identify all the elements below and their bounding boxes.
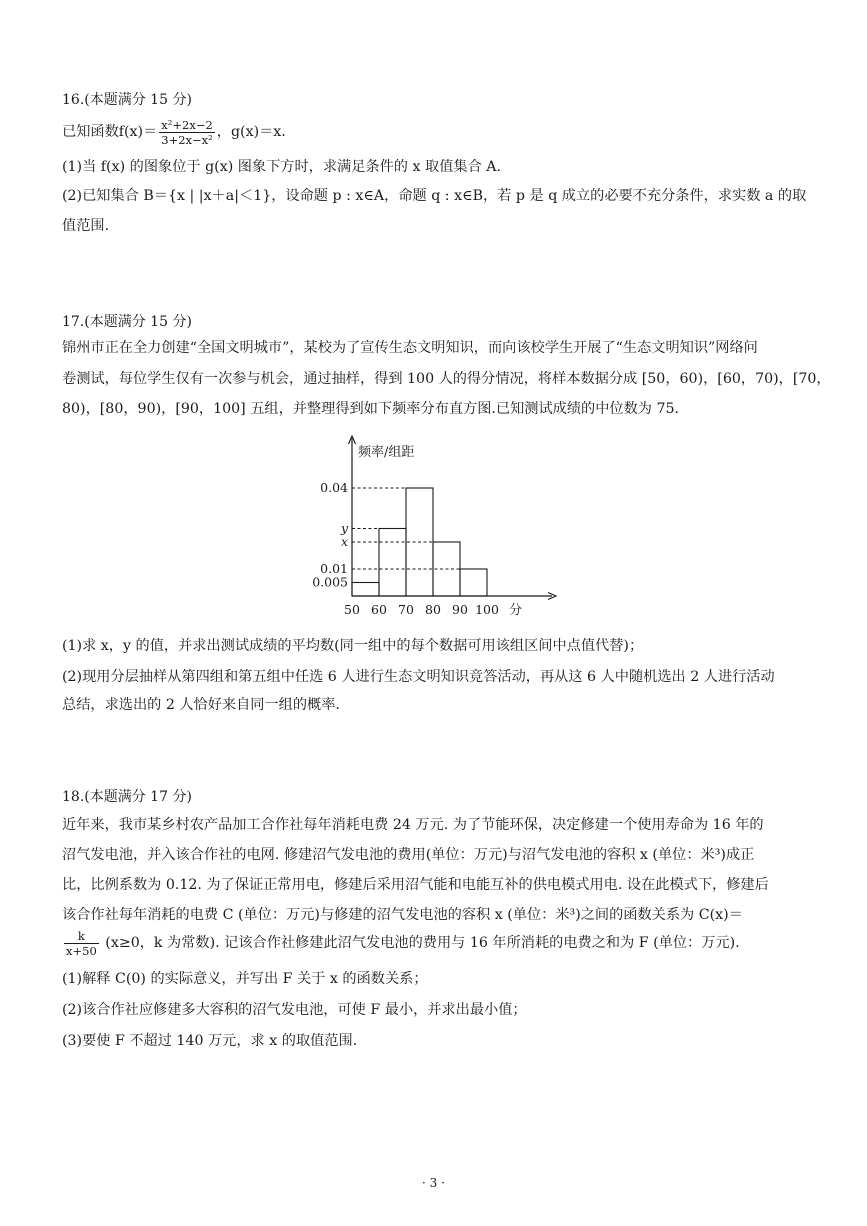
- bar-1: [379, 529, 406, 597]
- q18-line5: [62, 928, 810, 958]
- q18-line1: 近年来，我市某乡村农产品加工合作社每年消耗电费 24 万元. 为了节能环保，决定修建一个使用寿命为 16 年的: [62, 817, 764, 833]
- q18-part3: (3)要使 F 不超过 140 万元，求 x 的取值范围.: [62, 1033, 358, 1049]
- q18-c-numerator: k: [64, 929, 99, 944]
- q16-stem: [62, 117, 810, 147]
- frequency-histogram: [300, 432, 570, 624]
- q18-line4: 该合作社每年消耗的电费 C (单位：万元)与修建的沼气发电池的容积 x (单位：米³)之间的函数关系为 C(x)＝: [62, 907, 743, 923]
- q16-header: 16.(本题满分 15 分): [62, 92, 192, 108]
- y-tick-label-4: 0.005: [312, 574, 348, 590]
- q16-f-denominator: 3+2x−x²: [161, 132, 213, 147]
- q16-part1: (1)当 f(x) 的图象位于 g(x) 图象下方时，求满足条件的 x 取值集合 A.: [62, 159, 502, 175]
- q18-line3: 比，比例系数为 0.12. 为了保证正常用电，修建后采用沼气能和电能互补的供电模式用电. 设在此模式下，修建后: [62, 877, 769, 893]
- y-axis-label: 频率/组距: [358, 445, 415, 460]
- x-tick-label-3: 80: [425, 602, 441, 617]
- q17-part2-line2: 总结，求选出的 2 人恰好来自同一组的概率.: [62, 697, 340, 713]
- q18-header: 18.(本题满分 17 分): [62, 789, 192, 805]
- q17-header: 17.(本题满分 15 分): [62, 314, 192, 330]
- q18-line5-text: (x≥0，k 为常数). 记该合作社修建此沼气发电池的费用与 16 年所消耗的电费之和为 F (单位：万元).: [105, 935, 740, 951]
- q18-line2: 沼气发电池，并入该合作社的电网. 修建沼气发电池的费用(单位：万元)与沼气发电池的容积 x (单位：米³)成正: [62, 847, 755, 863]
- page-number: · 3 ·: [422, 1176, 445, 1190]
- y-tick-label-2: x: [340, 534, 348, 549]
- bar-4: [460, 569, 487, 596]
- y-tick-label-0: 0.04: [320, 480, 348, 495]
- q17-part2-line1: (2)现用分层抽样从第四组和第五组中任选 6 人进行生态文明知识竞答活动，再从这 6 人中随机选出 2 人进行活动: [62, 669, 775, 685]
- q16-f-label: f(x)＝: [118, 124, 158, 140]
- x-tick-label-4: 90: [452, 602, 468, 617]
- bar-0: [352, 583, 379, 597]
- q16-part2-line1: (2)已知集合 B＝{x | |x＋a|＜1}，设命题 p : x∈A，命题 q : x∈B，若 p 是 q 成立的必要不充分条件，求实数 a 的取: [62, 188, 807, 204]
- q16-f-fraction: [159, 118, 215, 147]
- x-tick-label-0: 50: [344, 602, 360, 617]
- q16-stem-prefix: 已知函数: [62, 124, 119, 140]
- x-tick-label-5: 100: [475, 602, 499, 617]
- q16-part2-line2: 值范围.: [62, 218, 110, 234]
- q18-part2: (2)该合作社应修建多大容积的沼气发电池，可使 F 最小，并求出最小值；: [62, 1002, 527, 1018]
- x-tick-label-1: 60: [371, 602, 387, 617]
- q17-part1: (1)求 x，y 的值，并求出测试成绩的平均数(同一组中的每个数据可用该组区间中点值代替)；: [62, 638, 644, 654]
- q16-g-def: ，g(x)＝x.: [216, 124, 286, 140]
- q17-text-line2: 卷测试，每位学生仅有一次参与机会，通过抽样，得到 100 人的得分情况，将样本数据分成 [50，60)，[60，70)，[70，: [62, 371, 831, 387]
- q16-f-numerator: x²+2x−2: [161, 117, 213, 132]
- y-tick-label-1: y: [340, 520, 348, 536]
- x-axis-label: 分: [509, 603, 523, 618]
- q18-c-fraction: [64, 929, 99, 958]
- q18-c-denominator: x+50: [66, 943, 97, 958]
- y-tick-label-3: 0.01: [320, 561, 348, 576]
- q17-text-line1: 锦州市正在全力创建“全国文明城市”，某校为了宣传生态文明知识，而向该校学生开展了“生态文明知识”网络问: [62, 340, 758, 356]
- q17-text-line3: 80)，[80，90)，[90，100] 五组，并整理得到如下频率分布直方图.已知测试成绩的中位数为 75.: [62, 401, 680, 417]
- x-tick-label-2: 70: [398, 602, 414, 617]
- q18-part1: (1)解释 C(0) 的实际意义，并写出 F 关于 x 的函数关系；: [62, 971, 428, 987]
